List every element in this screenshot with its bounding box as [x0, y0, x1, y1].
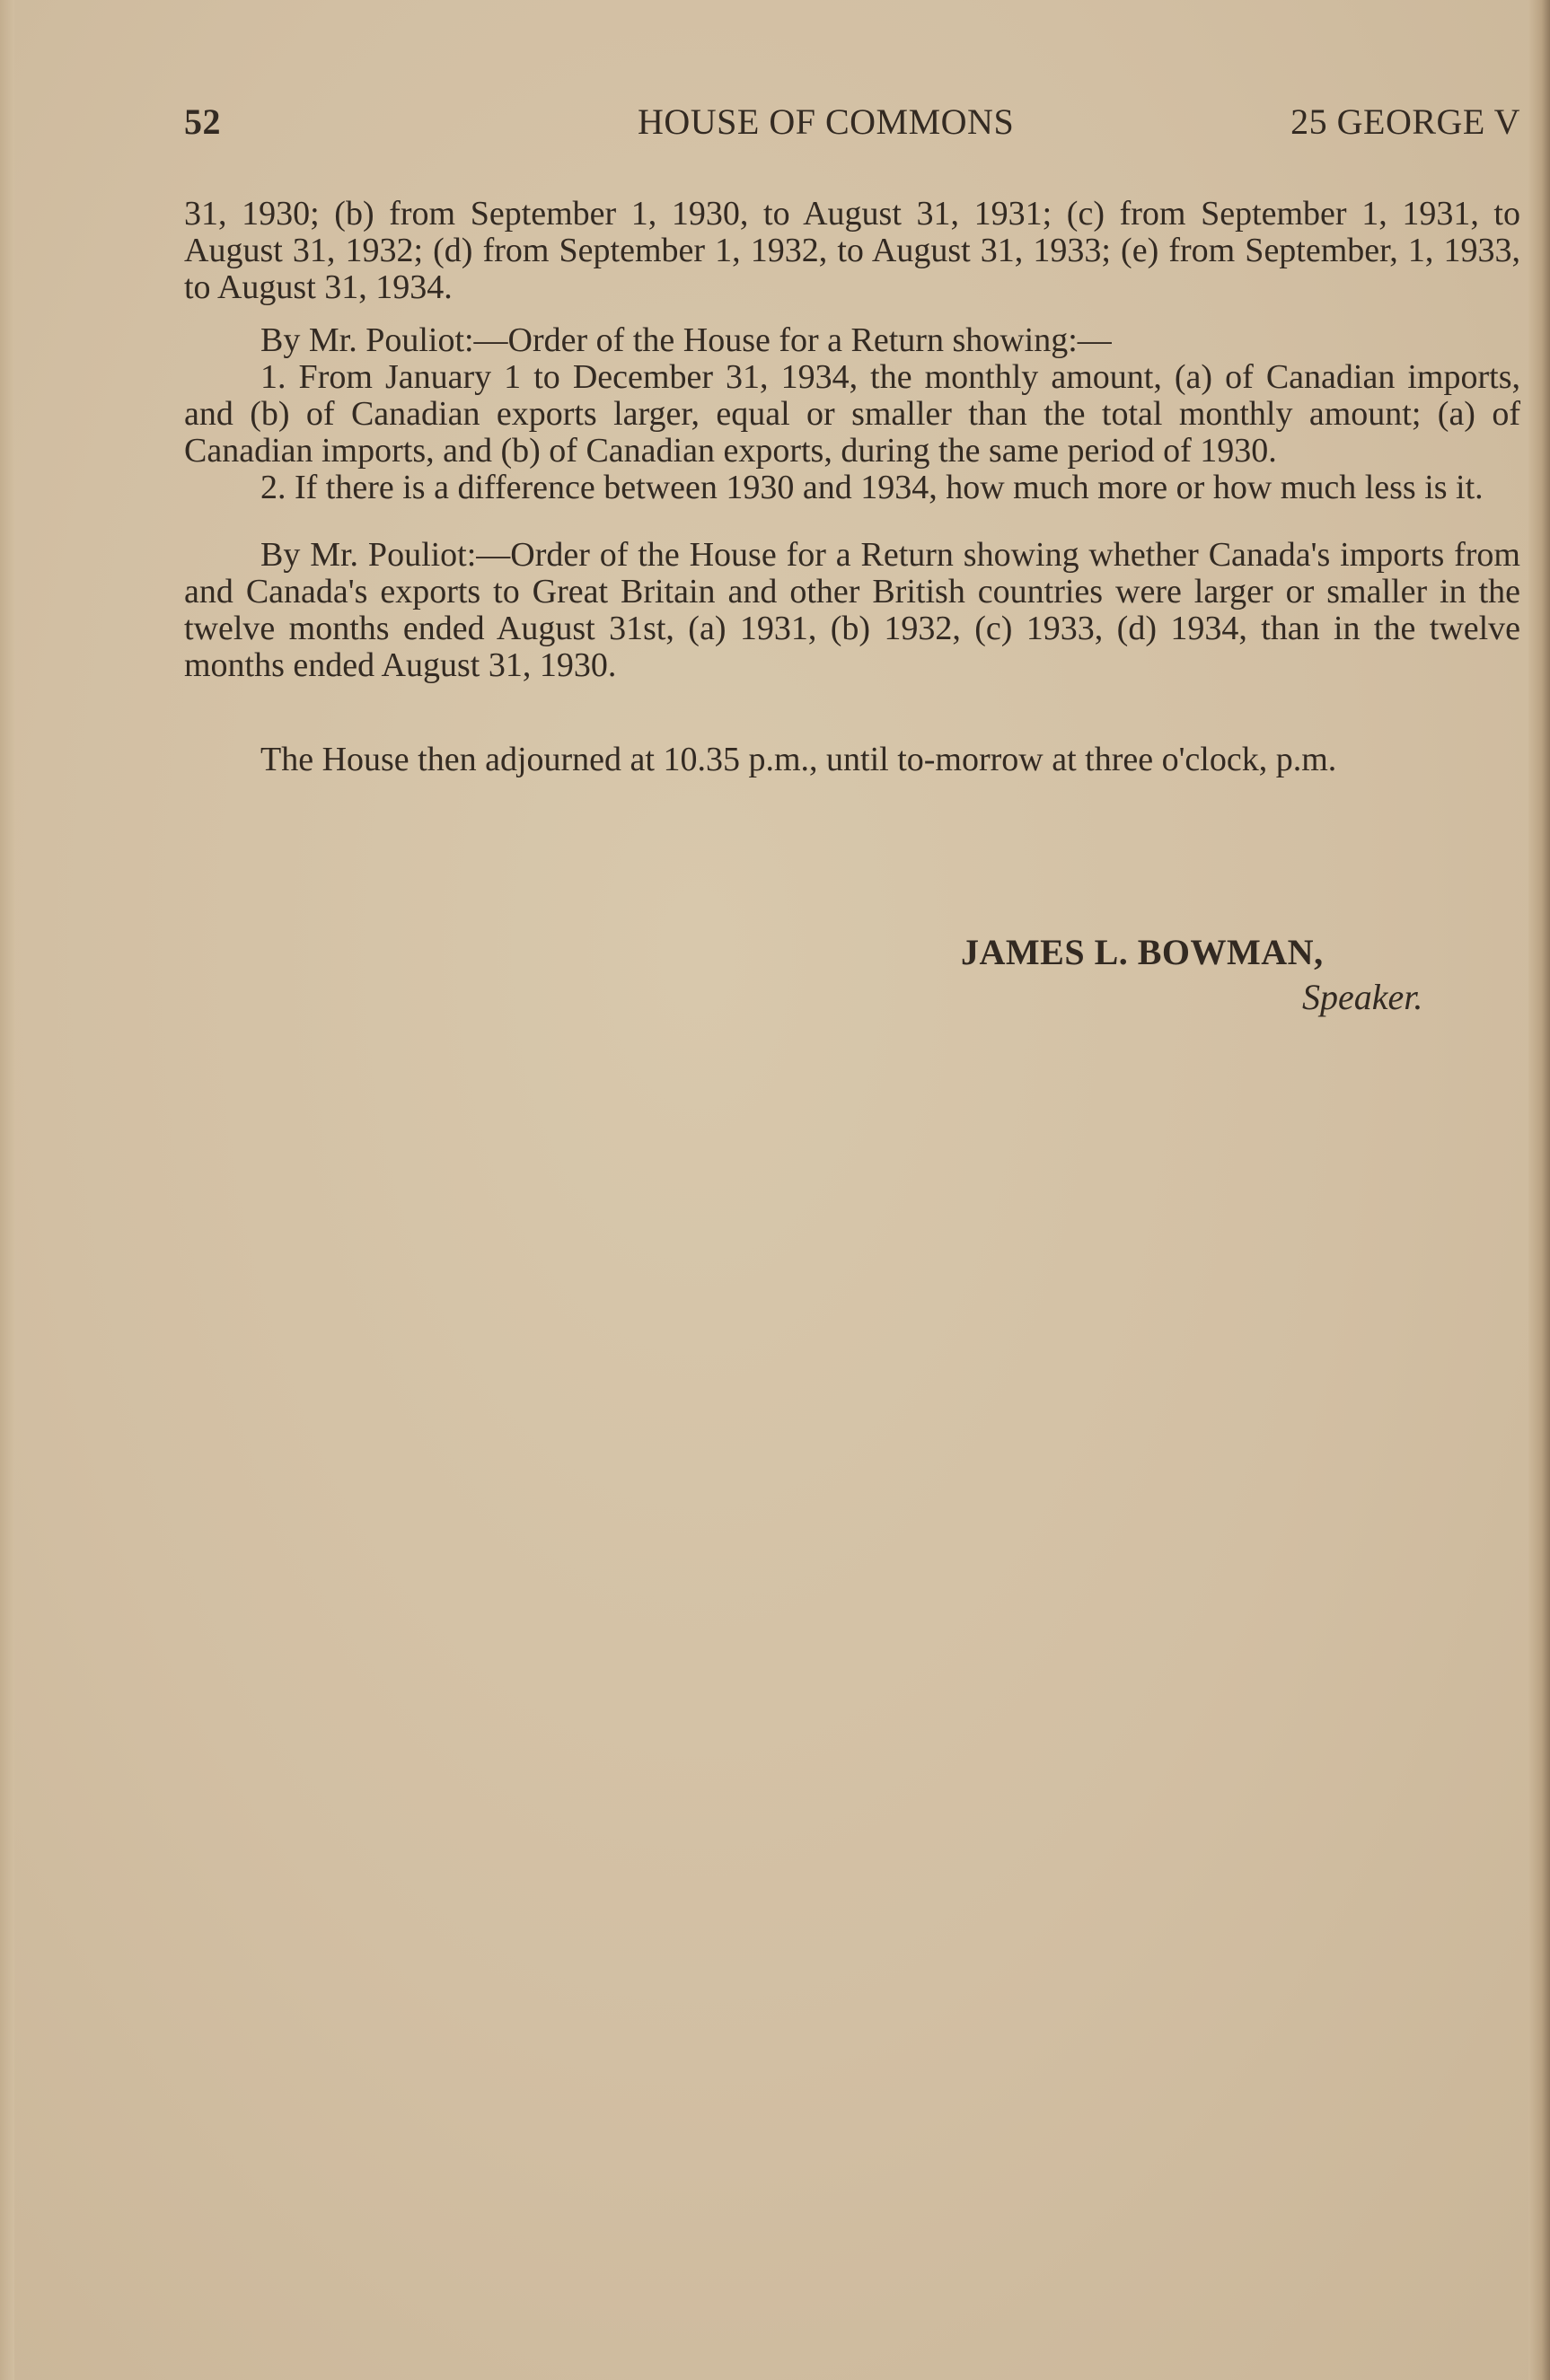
- page-left-edge: [0, 0, 14, 2380]
- paragraph: By Mr. Pouliot:—Order of the House for a Return showing:—: [260, 321, 1112, 359]
- signatory-title: Speaker.: [1302, 977, 1423, 1017]
- paragraph: 31, 1930; (b) from September 1, 1930, to August 31, 1931; (c) from September 1, 1931, to August 31, 1932; (d) from September 1, 1932, to August 31, 1933; (e) from September, 1, 1933, to August 31, 1934.: [184, 195, 1520, 306]
- page-binding-edge: [1528, 0, 1550, 2380]
- paragraph: The House then adjourned at 10.35 p.m., until to-morrow at three o'clock, p.m.: [260, 741, 1337, 778]
- page-header: [184, 101, 1520, 154]
- paragraph: By Mr. Pouliot:—Order of the House for a Return showing whether Canada's imports from and Canada's exports to Great Britain and other British countries were larger or smaller in the twelve months ended August 31st, (a) 1931, (b) 1932, (c) 1933, (d) 1934, than in the twelve months ended August 31, 1930.: [184, 536, 1520, 684]
- paragraph: 1. From January 1 to December 31, 1934, the monthly amount, (a) of Canadian imports, and (b) of Canadian exports larger, equal or smaller than the total monthly amount; (a) of Canadian imports, and (b) of Canadian exports, during the same period of 1930.: [184, 358, 1520, 470]
- signature-block: [961, 930, 1464, 1020]
- running-title: HOUSE OF COMMONS: [638, 101, 1015, 142]
- signatory-name: JAMES L. BOWMAN,: [961, 932, 1324, 972]
- regnal-year: 25 GEORGE V: [1290, 101, 1520, 142]
- page-number: 52: [184, 101, 221, 142]
- paragraph: 2. If there is a difference between 1930 and 1934, how much more or how much less is it.: [260, 469, 1484, 506]
- body-text: [184, 196, 1520, 778]
